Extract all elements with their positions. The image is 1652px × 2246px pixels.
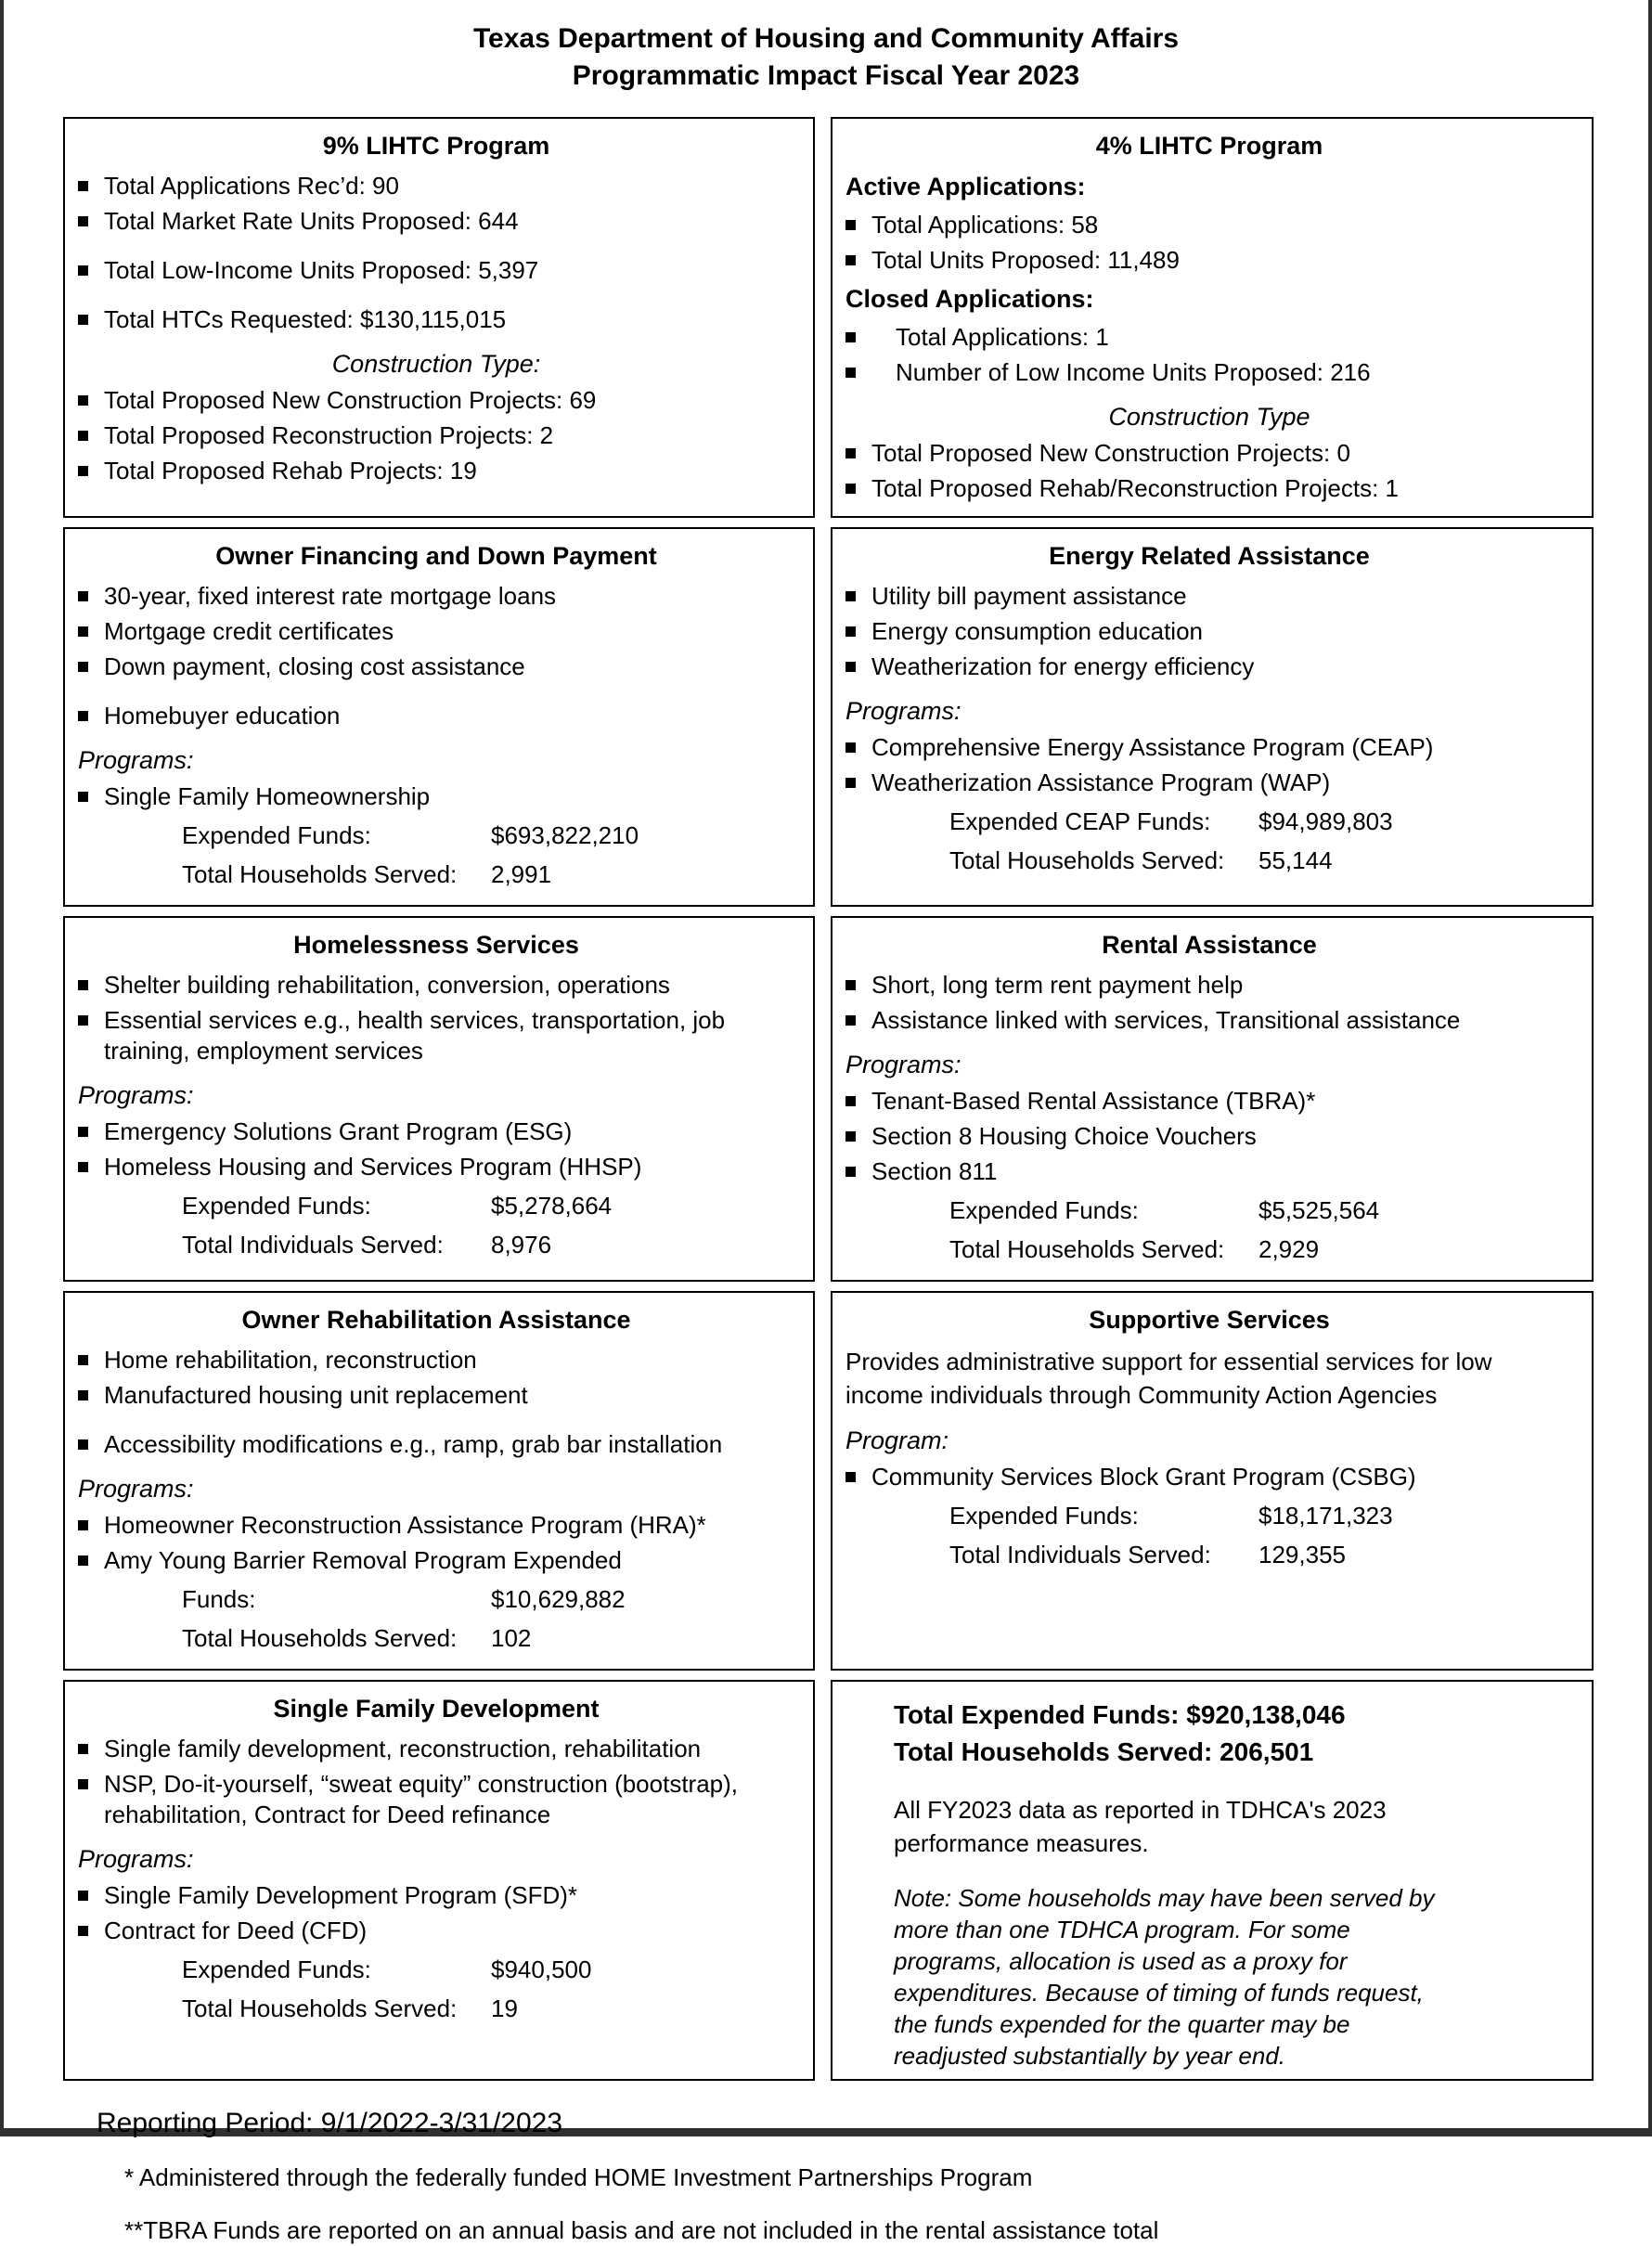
bullet-icon [845, 484, 856, 494]
stat-value: 2,929 [1258, 1235, 1320, 1263]
list-item: Mortgage credit certificates [78, 616, 794, 647]
bullet-icon [78, 591, 88, 601]
list-item: Homeless Housing and Services Program (HHSP) [78, 1152, 794, 1182]
bullet-icon [845, 778, 856, 788]
total-expended-funds: Total Expended Funds: $920,138,046 [894, 1700, 1346, 1729]
list-item: 30-year, fixed interest rate mortgage loans [78, 581, 794, 612]
stat-row [78, 1229, 794, 1260]
stat-label: Total Households Served: [949, 846, 1225, 874]
row-2 [63, 527, 1596, 907]
stat-label: Expended Funds: [182, 1956, 371, 1983]
stat-value: 19 [491, 1994, 518, 2022]
stat-label: Expended Funds: [949, 1196, 1139, 1224]
bullet-icon [845, 1472, 856, 1482]
stat-value: 102 [491, 1624, 532, 1652]
stat-value: 55,144 [1258, 846, 1333, 874]
stat-value: $10,629,882 [491, 1585, 626, 1613]
bullet-icon [78, 1439, 88, 1450]
box-title: 4% LIHTC Program [1095, 132, 1323, 160]
box-energy-related-assistance [831, 527, 1594, 907]
box-title: Energy Related Assistance [1049, 542, 1370, 570]
bullet-icon [78, 1390, 88, 1401]
stat-value: $940,500 [491, 1956, 592, 1983]
page-title-line-2: Programmatic Impact Fiscal Year 2023 [572, 60, 1080, 91]
bullet-icon [78, 216, 88, 226]
bullet-icon [78, 711, 88, 721]
active-applications-heading: Active Applications: [845, 173, 1086, 200]
box-title: Single Family Development [273, 1695, 600, 1723]
bullet-icon [78, 792, 88, 802]
stat-value: 129,355 [1258, 1541, 1346, 1568]
list-item: Single family development, reconstruction, rehabilitation [78, 1734, 794, 1764]
stat-row [845, 845, 1573, 876]
list-item: Total Proposed Reconstruction Projects: 2 [78, 420, 794, 451]
stat-row [845, 1194, 1573, 1226]
list-item: Total Low-Income Units Proposed: 5,397 [78, 255, 794, 286]
stat-value: $18,171,323 [1258, 1502, 1393, 1530]
bullet-icon [845, 1096, 856, 1106]
page-footer [97, 2107, 1648, 2246]
list-item: Short, long term rent payment help [845, 970, 1573, 1000]
box-single-family-development [63, 1680, 815, 2081]
list-item: Total Proposed Rehab Projects: 19 [78, 456, 794, 486]
list-item: Section 8 Housing Choice Vouchers [845, 1121, 1573, 1152]
list-item: Energy consumption education [845, 616, 1573, 647]
list-item: Emergency Solutions Grant Program (ESG) [78, 1117, 794, 1147]
list-item: Total Proposed New Construction Projects: 0 [845, 438, 1573, 469]
stat-value: 2,991 [491, 860, 552, 888]
list-item: Number of Low Income Units Proposed: 216 [845, 357, 1573, 388]
row-5 [63, 1680, 1596, 2081]
bullet-icon [845, 332, 856, 342]
list-item: Total Applications: 1 [845, 322, 1573, 353]
programs-label: Programs: [78, 1845, 194, 1873]
bullet-icon [78, 626, 88, 637]
stat-label: Expended Funds: [182, 1192, 371, 1220]
box-homelessness-services [63, 916, 815, 1282]
box-9-lihtc-program [63, 117, 815, 518]
bullet-icon [78, 1127, 88, 1137]
bullet-icon [78, 181, 88, 191]
bullet-icon [845, 220, 856, 230]
stat-row [78, 1622, 794, 1654]
list-item: Essential services e.g., health services, transportation, job training, employment services [78, 1005, 794, 1066]
stat-label: Total Households Served: [182, 1624, 458, 1652]
bullet-icon [78, 1926, 88, 1936]
stat-label: Total Individuals Served: [949, 1541, 1211, 1568]
box-4-lihtc-program [831, 117, 1594, 518]
list-item: Comprehensive Energy Assistance Program (CEAP) [845, 732, 1573, 763]
program-label: Program: [845, 1426, 949, 1454]
box-description: Provides administrative support for essential services for low income individuals through Community Action Agencies [845, 1348, 1492, 1409]
stat-value: 8,976 [491, 1231, 552, 1259]
list-item: Assistance linked with services, Transitional assistance [845, 1005, 1573, 1036]
construction-type-heading: Construction Type: [331, 350, 541, 378]
list-item: Total Applications: 58 [845, 210, 1573, 240]
stat-row [78, 820, 794, 851]
bullet-icon [78, 1520, 88, 1530]
row-4 [63, 1291, 1596, 1671]
list-item: Community Services Block Grant Program (CSBG) [845, 1462, 1573, 1492]
page-title-line-1: Texas Department of Housing and Community Affairs [472, 23, 1180, 54]
programs-label: Programs: [78, 1475, 194, 1503]
bullet-icon [78, 466, 88, 476]
stat-label: Funds: [182, 1585, 256, 1613]
bullet-icon [78, 980, 88, 990]
programs-label: Programs: [78, 746, 194, 774]
programs-label: Programs: [845, 1051, 962, 1078]
stat-row [78, 1583, 794, 1615]
list-item: NSP, Do-it-yourself, “sweat equity” construction (bootstrap), rehabilitation, Contract for Deed refinance [78, 1769, 794, 1830]
list-item: Shelter building rehabilitation, conversion, operations [78, 970, 794, 1000]
list-item: Homebuyer education [78, 701, 794, 731]
stat-row [78, 858, 794, 890]
bullet-icon [78, 1162, 88, 1172]
bullet-icon [845, 980, 856, 990]
list-item: Single Family Development Program (SFD)* [78, 1880, 794, 1911]
stat-label: Total Households Served: [949, 1235, 1225, 1263]
list-item: Weatherization for energy efficiency [845, 652, 1573, 682]
box-totals [831, 1680, 1594, 2081]
stat-label: Total Households Served: [182, 860, 458, 888]
list-item: Single Family Homeownership [78, 781, 794, 812]
box-title: 9% LIHTC Program [322, 132, 550, 160]
box-rental-assistance [831, 916, 1594, 1282]
bullet-icon [78, 1744, 88, 1754]
construction-type-heading: Construction Type [1108, 403, 1310, 431]
footnote-1: * Administered through the federally funded HOME Investment Partnerships Program [124, 2163, 1033, 2191]
bullet-icon [78, 265, 88, 276]
reporting-period: Reporting Period: 9/1/2022-3/31/2023 [97, 2108, 563, 2138]
data-source-note: All FY2023 data as reported in TDHCA's 2023 performance measures. [894, 1796, 1387, 1857]
list-item: Contract for Deed (CFD) [78, 1916, 794, 1946]
row-1 [63, 117, 1596, 518]
stat-row [78, 1993, 794, 2024]
list-item: Total Applications Rec’d: 90 [78, 171, 794, 201]
bullet-icon [78, 315, 88, 325]
box-owner-financing [63, 527, 815, 907]
list-item: Total Units Proposed: 11,489 [845, 245, 1573, 276]
list-item: Home rehabilitation, reconstruction [78, 1345, 794, 1375]
total-households-served: Total Households Served: 206,501 [894, 1737, 1314, 1766]
list-item: Total Proposed New Construction Projects: 69 [78, 385, 794, 416]
list-item: Homeowner Reconstruction Assistance Program (HRA)* [78, 1510, 794, 1541]
list-item: Amy Young Barrier Removal Program Expended [78, 1545, 794, 1576]
stat-row [845, 806, 1573, 837]
bullet-icon [845, 1167, 856, 1177]
list-item: Down payment, closing cost assistance [78, 652, 794, 682]
list-item: Accessibility modifications e.g., ramp, grab bar installation [78, 1429, 794, 1460]
bullet-icon [78, 1555, 88, 1566]
stat-row [78, 1954, 794, 1985]
stat-row [845, 1500, 1573, 1531]
stat-value: $5,278,664 [491, 1192, 613, 1220]
bullet-icon [845, 1015, 856, 1026]
stat-label: Expended Funds: [949, 1502, 1139, 1530]
page-header [4, 0, 1648, 95]
box-title: Owner Financing and Down Payment [215, 542, 657, 570]
bullet-icon [845, 626, 856, 637]
disclaimer-note: Note: Some households may have been served by more than one TDHCA program. For some programs, allocation is used as a proxy for expenditures. Because of timing of funds request, the funds expended for the quarter may be readjusted substantially by year end. [894, 1884, 1435, 2070]
box-supportive-services [831, 1291, 1594, 1671]
stat-row [845, 1539, 1573, 1570]
bullet-icon [78, 662, 88, 672]
list-item: Total Market Rate Units Proposed: 644 [78, 206, 794, 237]
bullet-icon [845, 368, 856, 378]
box-title: Rental Assistance [1102, 931, 1317, 959]
stat-label: Total Households Served: [182, 1994, 458, 2022]
program-grid [63, 117, 1596, 2081]
stat-label: Expended Funds: [182, 821, 371, 849]
box-owner-rehabilitation [63, 1291, 815, 1671]
list-item: Section 811 [845, 1156, 1573, 1187]
stat-row [845, 1233, 1573, 1265]
programs-label: Programs: [845, 697, 962, 725]
bullet-icon [78, 1355, 88, 1365]
bullet-icon [78, 431, 88, 441]
bullet-icon [845, 591, 856, 601]
list-item: Manufactured housing unit replacement [78, 1380, 794, 1411]
stat-value: $94,989,803 [1258, 807, 1393, 835]
bullet-icon [845, 742, 856, 753]
list-item: Total HTCs Requested: $130,115,015 [78, 304, 794, 335]
bullet-icon [845, 448, 856, 458]
stat-row [78, 1190, 794, 1221]
bullet-icon [845, 255, 856, 265]
bullet-icon [845, 1131, 856, 1142]
programs-label: Programs: [78, 1081, 194, 1109]
list-item: Tenant-Based Rental Assistance (TBRA)* [845, 1086, 1573, 1117]
box-title: Homelessness Services [293, 931, 579, 959]
stat-value: $5,525,564 [1258, 1196, 1380, 1224]
bullet-icon [78, 1891, 88, 1901]
bullet-icon [78, 395, 88, 406]
stat-value: $693,822,210 [491, 821, 639, 849]
footnote-2: **TBRA Funds are reported on an annual basis and are not included in the rental assistance total [124, 2216, 1159, 2244]
stat-label: Expended CEAP Funds: [949, 807, 1211, 835]
row-3 [63, 916, 1596, 1282]
list-item: Total Proposed Rehab/Reconstruction Projects: 1 [845, 473, 1573, 504]
bullet-icon [78, 1015, 88, 1026]
bullet-icon [78, 1779, 88, 1789]
list-item: Utility bill payment assistance [845, 581, 1573, 612]
box-title: Supportive Services [1089, 1306, 1330, 1334]
stat-label: Total Individuals Served: [182, 1231, 444, 1259]
list-item: Weatherization Assistance Program (WAP) [845, 768, 1573, 798]
closed-applications-heading: Closed Applications: [845, 285, 1094, 313]
box-title: Owner Rehabilitation Assistance [241, 1306, 631, 1334]
bullet-icon [845, 662, 856, 672]
